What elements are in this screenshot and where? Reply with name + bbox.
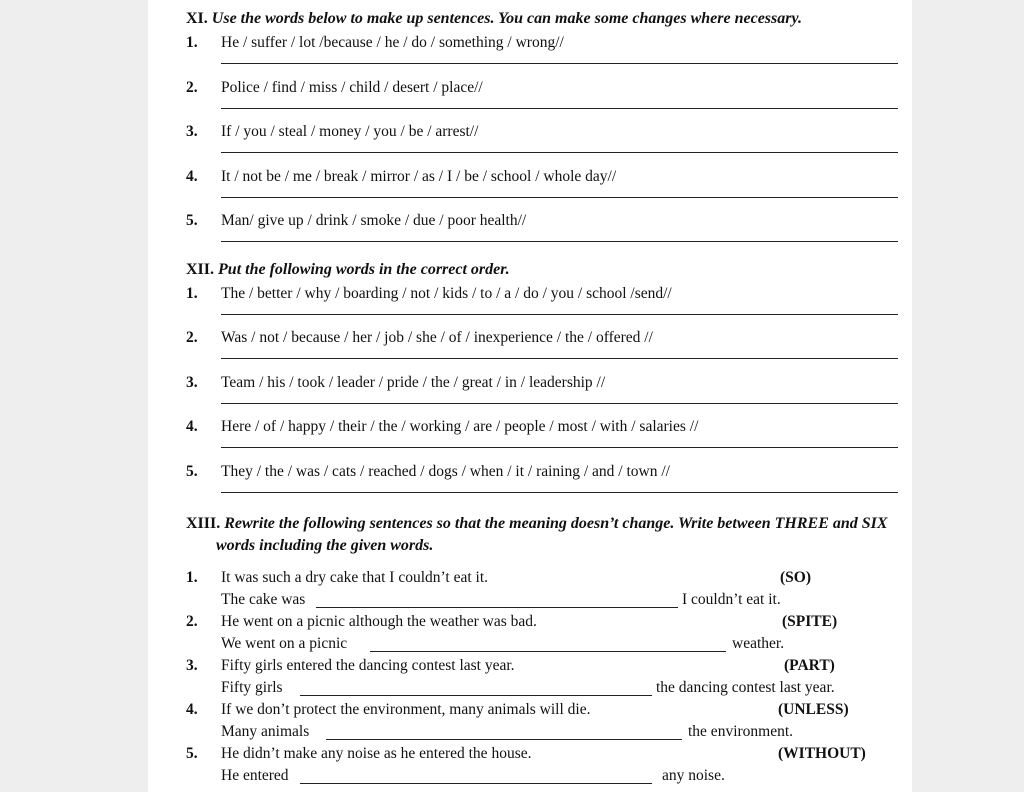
section-11-title: Use the words below to make up sentences. You can make some changes where necessary. xyxy=(211,10,802,27)
section-12-list xyxy=(186,281,898,504)
section-11-list xyxy=(186,30,898,253)
exercise-item xyxy=(186,325,898,370)
item-sentence: He went on a picnic although the weather was bad. xyxy=(221,613,537,630)
keyword: (SPITE) xyxy=(782,613,838,630)
item-prompt: It / not be / me / break / mirror / as / I / be / school / whole day// xyxy=(221,167,617,185)
section-12-title: Put the following words in the correct order. xyxy=(218,260,510,278)
answer-line xyxy=(221,403,898,404)
section-13-number: XIII. xyxy=(186,515,221,532)
keyword: (WITHOUT) xyxy=(778,745,866,762)
item-number: 2. xyxy=(186,78,198,96)
item-number: 4. xyxy=(186,167,198,185)
item-number: 1. xyxy=(186,34,198,51)
section-11-number: XI. xyxy=(186,10,208,27)
answer-line xyxy=(221,63,898,64)
answer-end: the environment. xyxy=(688,723,794,740)
item-number: 2. xyxy=(186,613,198,630)
answer-start: He entered xyxy=(221,767,289,784)
keyword: (SO) xyxy=(780,569,811,586)
section-13-list xyxy=(186,569,898,789)
answer-blank xyxy=(300,783,652,784)
item-number: 3. xyxy=(186,657,198,674)
answer-end: the dancing contest last year. xyxy=(656,679,835,696)
keyword: (PART) xyxy=(784,657,835,674)
item-prompt: He / suffer / lot /because / he / do / something / wrong// xyxy=(221,34,564,51)
section-13-heading xyxy=(186,513,898,557)
answer-end: I couldn’t eat it. xyxy=(682,591,781,608)
exercise-item xyxy=(186,75,898,120)
answer-line xyxy=(221,314,898,315)
item-prompt: If / you / steal / money / you / be / arrest// xyxy=(221,123,479,140)
answer-line xyxy=(221,241,898,242)
item-number: 5. xyxy=(186,212,198,229)
item-sentence: If we don’t protect the environment, many animals will die. xyxy=(221,701,591,718)
item-prompt: Team / his / took / leader / pride / the / great / in / leadership // xyxy=(221,373,606,391)
rewrite-item xyxy=(186,701,898,745)
answer-line xyxy=(221,108,898,109)
item-prompt: Here / of / happy / their / the / working / are / people / most / with / salaries // xyxy=(221,418,699,435)
item-number: 1. xyxy=(186,284,198,302)
rewrite-item xyxy=(186,657,898,701)
item-sentence: Fifty girls entered the dancing contest last year. xyxy=(221,657,515,674)
item-number: 5. xyxy=(186,462,198,480)
answer-blank xyxy=(316,607,678,608)
item-prompt: Man/ give up / drink / smoke / due / poor health// xyxy=(221,212,527,229)
answer-line xyxy=(221,197,898,198)
exercise-item xyxy=(186,281,898,326)
section-11-heading xyxy=(186,8,898,30)
item-sentence: He didn’t make any noise as he entered the house. xyxy=(221,745,532,762)
exercise-item xyxy=(186,30,898,75)
item-number: 4. xyxy=(186,418,198,435)
answer-start: Many animals xyxy=(221,723,310,740)
rewrite-item xyxy=(186,569,898,613)
keyword: (UNLESS) xyxy=(778,701,849,718)
rewrite-item xyxy=(186,745,898,789)
item-number: 5. xyxy=(186,745,198,762)
item-prompt: They / the / was / cats / reached / dogs / when / it / raining / and / town // xyxy=(221,462,670,480)
section-12-number: XII. xyxy=(186,260,215,278)
exercise-item xyxy=(186,164,898,209)
item-number: 1. xyxy=(186,569,198,586)
answer-start: The cake was xyxy=(221,591,306,608)
item-number: 3. xyxy=(186,373,198,391)
item-number: 3. xyxy=(186,123,198,140)
exercise-item xyxy=(186,119,898,164)
item-prompt: Police / find / miss / child / desert / place// xyxy=(221,78,483,96)
answer-blank xyxy=(370,651,726,652)
answer-start: We went on a picnic xyxy=(221,635,348,652)
worksheet-page xyxy=(148,0,912,792)
exercise-item xyxy=(186,414,898,459)
worksheet-content xyxy=(186,8,898,789)
item-sentence: It was such a dry cake that I couldn’t eat it. xyxy=(221,569,488,586)
item-prompt: The / better / why / boarding / not / kids / to / a / do / you / school /send// xyxy=(221,284,672,302)
answer-line xyxy=(221,358,898,359)
section-13-title: Rewrite the following sentences so that the meaning doesn’t change. Write between THREE and SIX words including the given words. xyxy=(216,515,888,554)
answer-line xyxy=(221,447,898,448)
item-prompt: Was / not / because / her / job / she / of / inexperience / the / offered // xyxy=(221,329,653,346)
item-number: 4. xyxy=(186,701,198,718)
section-12-heading xyxy=(186,259,898,281)
item-number: 2. xyxy=(186,329,198,346)
rewrite-item xyxy=(186,613,898,657)
exercise-item xyxy=(186,370,898,415)
answer-end: weather. xyxy=(732,635,785,652)
exercise-item xyxy=(186,208,898,253)
answer-end: any noise. xyxy=(662,767,725,784)
answer-blank xyxy=(326,739,682,740)
exercise-item xyxy=(186,459,898,504)
answer-blank xyxy=(300,695,652,696)
answer-start: Fifty girls xyxy=(221,679,283,696)
answer-line xyxy=(221,492,898,493)
answer-line xyxy=(221,152,898,153)
